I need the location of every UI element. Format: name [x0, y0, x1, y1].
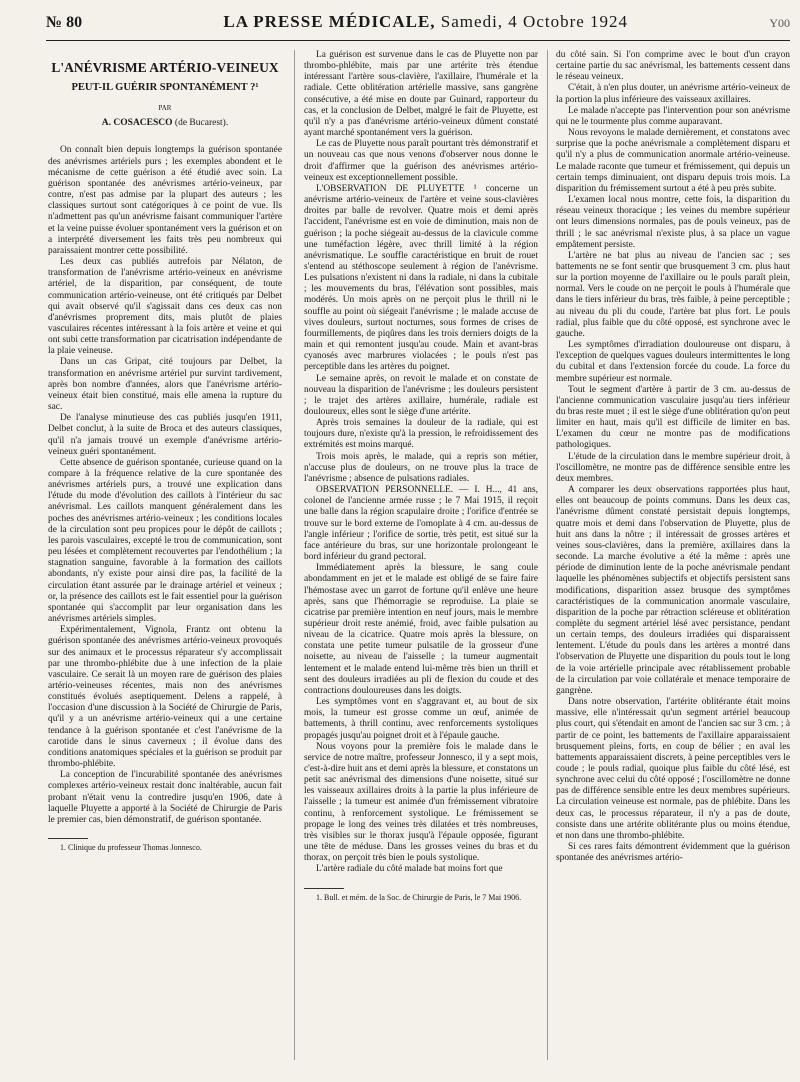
column-1 — [48, 50, 282, 1060]
paragraph: Les symptômes vont en s'aggravant et, au bout de six mois, la tumeur est grosse comme un œuf, animée de battements, à thrill continu, avec renforcements systoliques propagés jusqu'au poignet droit et à l'épaule gauche. — [304, 697, 538, 741]
footnote: 1. Clinique du professeur Thomas Jonnesco. — [60, 843, 202, 852]
paragraph: Le cas de Pluyette nous paraît pourtant très démonstratif et un nouveau cas que nous venons d'observer nous donne le droit d'affirmer que la guérison des anévrismes artério-veineux est exceptionnellement possible. — [304, 139, 538, 183]
paragraph: Le semaine après, on revoit le malade et on constate de nouveau la disparition de l'anévrisme ; les douleurs persistent ; le trajet des artères axillaire, humérale, radiale est douloureux, elles sont le siège d'une artérite. — [304, 373, 538, 417]
masthead — [223, 12, 628, 32]
byline — [48, 118, 282, 129]
paragraph: Tout le segment d'artère à partir de 3 cm. au-dessus de l'ancienne communication vasculaire jusqu'au tiers inférieur du bras reste muet ; il est le siège d'une oblitération qu'on peut limiter en haut, mais qu'il est difficile de limiter en bas. L'examen du cœur ne montre pas de modifications pathologiques. — [556, 384, 790, 451]
footnote: 1. Bull. et mém. de la Soc. de Chirurgie de Paris, le 7 Mai 1906. — [316, 892, 522, 902]
paragraph: Les symptômes d'irradiation douloureuse ont disparu, à l'exception de quelques vagues douleurs intermittentes le long du cubital et dans l'extension forcée du coude. La force du membre supérieur est normale. — [556, 340, 790, 384]
paragraph: OBSERVATION PERSONNELLE. — I. H..., 41 ans, colonel de l'ancienne armée russe ; le 7 Mai 1915, il reçoit une balle dans la région scapulaire droite ; l'orifice d'entrée se trouve sur le bord externe de l'omoplate à 4 cm. au-dessus de l'angle inférieur ; l'orifice de sortie, très petit, est situé sur la face antérieure du bras, sur une horizontale prolongeant le bord inférieur du grand pectoral. — [304, 485, 538, 563]
author-origin: (de Bucarest). — [174, 118, 229, 129]
article-subtitle: PEUT-IL GUÉRIR SPONTANÉMENT ?¹ — [71, 82, 259, 93]
page-number: Y00 — [769, 16, 790, 30]
paragraph: C'était, à n'en plus douter, un anévrisme artério-veineux de la portion la plus inférieure des vaisseaux axillaires. — [556, 83, 790, 105]
paragraph: Nous voyons pour la première fois le malade dans le service de notre maître, professeur Jonnesco, il y a sept mois, c'est-à-dire huit ans et demi après la blessure, et constatons un petit sac anévrismal des dimensions d'une noisette, situé sur les vaisseaux axillaires droits à la partie la plus inférieure de l'aisselle ; la tumeur est animée d'un frémissement vibratoire continu, à renforcement systolique. Le frémissement se propage le long des veines très dilatées et très nombreuses, très visibles sur le thorax jusqu'à l'épaule opposée, figurant une tête de méduse. Dans les grosses veines du bras et du thorax, on perçoit très bien le pouls systolique. — [304, 741, 538, 864]
paragraph: L'OBSERVATION DE PLUYETTE ¹ concerne un anévrisme artério-veineux de l'artère et veine sous-clavières droites par balle de revolver. Quatre mois et demi après l'accident, l'anévrisme est en voie de diminution, mais non de guérison ; la poche siégeait au-dessus de la clavicule comme une tuméfaction légère, avec thrill limité à la région anévrismatique. Le souffle caractéristique en bruit de rouet s'entend au stéthoscope seulement à région de l'anévrisme. Les pulsations n'existent ni dans la radiale, ni dans la cubitale ; les mouvements du bras, l'élévation sont possibles, mais modérés. Un mois après on ne perçoit plus le thrill ni le souffle au point où siégeait l'anévrisme ; le malade accuse de vives douleurs, surtout nocturnes, sous formes de crises de fourmillements, de piqûres dans les trois derniers doigts de la main et qui remontent jusqu'au coude. Main et avant-bras cyanosés avec marbrures violacées ; le pouls n'est pas perceptible dans les artères du poignet. — [304, 183, 538, 373]
publication-name: LA PRESSE MÉDICALE, — [223, 12, 436, 31]
column-3-body — [556, 50, 790, 864]
paragraph: Dans un cas Gripat, cité toujours par Delbet, la transformation en anévrisme artériel pur survint tardivement, après bon nombre d'années, alors que l'anévrisme artério-veineux était bien constitué, mais elle amena la rupture du sac. — [48, 357, 282, 413]
column-divider — [547, 50, 548, 1060]
column-divider — [294, 50, 295, 1060]
paragraph: De l'analyse minutieuse des cas publiés jusqu'en 1911, Delbet conclut, à la suite de Broca et des auteurs classiques, qu'il n'a jamais trouvé un exemple d'anévrisme artério-veineux guéri spontanément. — [48, 413, 282, 457]
author-name: A. COSACESCO — [101, 118, 173, 129]
paragraph: La conception de l'incurabilité spontanée des anévrismes complexes artério-veineux restait donc inaltérable, aucun fait probant n'était venu la contredire jusqu'en 1906, date à laquelle Pluyette a apporté à la Société de Chirurgie de Paris le premier cas, bien démonstratif, de guérison spontanée. — [48, 770, 282, 825]
article-title: L'ANÉVRISME ARTÉRIO-VEINEUX — [51, 60, 279, 75]
paragraph: Après trois semaines la douleur de la radiale, qui est toujours dure, n'existe qu'à la pression, le refroidissement des extrémités est moins marqué. — [304, 418, 538, 451]
paragraph: L'examen local nous montre, cette fois, la disparition du réseau veineux thoracique ; les veines du membre supérieur ont leurs dimensions normales, pas de pouls veineux, pas de thrill ; le sac anévrismal n'existe plus, à sa place un vague empâtement persiste. — [556, 195, 790, 250]
byline-par: PAR — [158, 104, 172, 113]
column-3 — [556, 50, 790, 1060]
paragraph: On connaît bien depuis longtemps la guérison spontanée des anévrismes artériels purs ; les exemples abondent et le mécanisme de cette guérison a été étudié avec soin. La guérison spontanée des anévrismes artério-veineux, par contre, n'est pas admise par la plupart des auteurs ; les classiques surtout sont catégoriques à ce point de vue. Ils n'admettent pas qu'un anévrisme faisant communiquer l'artère et la veine puisse évoluer spontanément vers la guérison et on a interprété diversement les faits très peu nombreux qui paraissaient montrer cette possibilité. — [48, 145, 282, 256]
paragraph: La guérison est survenue dans le cas de Pluyette non par thrombo-phlébite, mais par une artérite très étendue intéressant l'artère sous-clavière, l'axillaire, l'humérale et la radiale. Cette oblitération artérielle massive, sans gangrène consécutive, a été mise en doute par Guinard, rapporteur du cas, et la conclusion de Delbet, malgré le fait de Pluyette, est qu'il n'y a pas d'anévrisme artério-veineux dûment constaté ayant marché spontanément vers la guérison. — [304, 50, 538, 139]
footnote-rule — [48, 838, 88, 839]
paragraph: Expérimentalement, Vignola, Frantz ont obtenu la guérison spontanée des anévrismes artério-veineux provoqués sur des animaux et le processus réparateur s'y accomplissait par une thrombo-phlébite due à une infection de la plaie vasculaire. Ce serait là un moyen rare de guérison des plaies artério-veineuses récentes, mais non des anévrismes constitués évolués aseptiquement. Delens a rappelé, à l'occasion d'une discussion à la Société de Chirurgie de Paris, qu'il y a un anévrisme artério-veineux qui a une certaine tendance à la guérison spontanée et c'est l'anévrisme de la carotide dans le sinus caverneux ; il évolue dans des conditions anatomiques spéciales et la guérison se produit par thrombo-phlébite. — [48, 625, 282, 770]
paragraph: Immédiatement après la blessure, le sang coule abondamment en jet et le malade est obligé de se faire faire l'hémostase avec un garrot de fortune qu'il enlève une heure après, sans que l'hémorragie se reproduise. La plaie se cicatrise par première intention en neuf jours, mais le membre supérieur droit reste anémié, froid, avec faible pulsation au niveau de la cicatrice. Quatre mois après la blessure, on constata une petite tumeur pulsatile de la grosseur d'une noisette, au niveau de l'aisselle ; la tumeur augmentait lentement et le malade entend lui-même très bien un thrill et sent des douleurs irradiées au pli de flexion du coude et des contractions douloureuses dans les doigts. — [304, 563, 538, 696]
issue-number: № 80 — [46, 14, 83, 31]
paragraph: Les deux cas publiés autrefois par Nélaton, de transformation de l'anévrisme artério-veineux en anévrisme artériel, de la disparition, par conséquent, de toute communication artério-veineuse, ont été critiqués par Delbet qui avait observé qu'il s'agissait dans ces deux cas non d'anévrismes proprement dits, mais plutôt de plaies vasculaires récentes intéressant à la fois artère et veine et qui ont subi cette transformation par cicatrisation indépendante de la plaie veineuse. — [48, 257, 282, 357]
paragraph: Cette absence de guérison spontanée, curieuse quand on la compare à la fréquence relative de la cure spontanée des anévrismes artériels purs, a trouvé une explication dans l'étude du mode d'évolution des caillots à l'intérieur du sac anévrismal. Les caillots manquent généralement dans les poches des anévrismes artério-veineux ; les conditions locales de la circulation sont peu propices pour le dépôt de caillots ; les parois vasculaires, excepté le trou de communication, sont peu lésées et complètement recouvertes par l'endothélium ; la stagnation sanguine, favorable à la formation des caillots abondants, n'y existe pour ainsi dire pas, la facilité de la circulation étant assurée par le drainage artériel et veineux ; or, la présence des caillots est le fait essentiel pour la guérison spontanée qui s'accomplit par leur organisation dans les anévrismes artériels simples. — [48, 457, 282, 625]
paragraph: Si ces rares faits démontrent évidemment que la guérison spontanée des anévrismes artério- — [556, 842, 790, 864]
paragraph: Le malade n'accepte pas l'intervention pour son anévrisme qui ne le tourmente plus comme auparavant. — [556, 105, 790, 127]
paragraph: A comparer les deux observations rapportées plus haut, elles ont beaucoup de points communs. Dans les deux cas, l'anévrisme dûment constaté persistait depuis longtemps, quatre mois et demi dans l'observation de Pluyette, plus de huit ans dans la nôtre ; il intéressait de grosses artères et veines sous-clavières, dans la première, axillaires dans la seconde. La marche évolutive a été la même : après une période de diminution lente de la poche anévrismale pendant laquelle les phénomènes subjectifs et objectifs persistent sans modifications, disparition assez brusque des symptômes caractéristiques de la communication anormale vasculaire, disparition de la poche par rétraction scléreuse et oblitération complète du segment artériel lésé avec persistance, pendant un certain temps, des douleurs irradiées qui disparaissent lentement. L'étude du pouls dans les artères a montré dans l'observation de Pluyette une disparition du pouls tout le long de la voie artérielle principale avec rétablissement probable de la circulation par voie collatérale et menace temporaire de gangrène. — [556, 485, 790, 696]
paragraph: Trois mois après, le malade, qui a repris son métier, n'accuse plus de douleurs, on ne trouve plus la trace de l'anévrisme ; absence de pulsations radiales. — [304, 451, 538, 484]
column-2 — [304, 50, 538, 1060]
column-1-body — [48, 145, 282, 826]
paragraph: L'artère ne bat plus au niveau de l'ancien sac ; ses battements ne se font sentir que brusquement 3 cm. plus haut sur la portion moyenne de l'axillaire ou le pouls paraît plein, normal. Vers le coude on ne perçoit le pouls à l'humérale que dans le tiers inférieur du bras, très faible, à peine perceptible ; au niveau du pli du coude, l'artère bat plus fort. Le pouls radial, plus faible que du côté opposé, est synchrone avec le gauche. — [556, 250, 790, 339]
footnote-rule — [304, 888, 344, 889]
paragraph: L'étude de la circulation dans le membre supérieur droit, à l'oscillomètre, ne montre pas de différence sensible entre les deux membres. — [556, 451, 790, 484]
column-2-body — [304, 50, 538, 876]
paragraph: L'artère radiale du côté malade bat moins fort que — [316, 864, 503, 875]
paragraph: Dans notre observation, l'artérite oblitérante était moins massive, elle n'intéressait qu'un segment artériel beaucoup plus court, qui s'étendait en amont de l'ancien sac sur 3 cm. ; à partir de ce point, les battements de l'axillaire apparaissaient brusquement pleins, forts, en coup de bélier ; en aval les battements apparaissaient discrets, à peine perceptibles vers le coude ; le pouls radial, quoique plus faible du côté lésé, est synchrone avec celui du côté opposé ; l'oscillomètre ne donne pas de différence sensible entre les deux membres supérieurs. La circulation veineuse est normale, pas de phlébite. Dans les deux cas, le processus réparateur, il n'y a pas de doute, consiste dans une artérite oblitérante plus ou moins étendue, et non dans une thrombo-phlébite. — [556, 697, 790, 841]
paragraph: du côté sain. Si l'on comprime avec le bout d'un crayon certaine partie du sac anévrismal, les battements cessent dans le réseau veineux. — [556, 50, 790, 83]
page-header — [46, 12, 790, 41]
paragraph: Nous revoyons le malade dernièrement, et constatons avec surprise que la poche anévrismale a complètement disparu et qu'il n'y a plus de communication anormale artério-veineuse. Le malade raconte que tumeur et frémissement, qui depuis un certain temps diminuaient, ont disparu depuis trois mois. La disparition du frémissement surtout a été à peu près subite. — [556, 128, 790, 194]
issue-date: Samedi, 4 Octobre 1924 — [440, 12, 629, 31]
